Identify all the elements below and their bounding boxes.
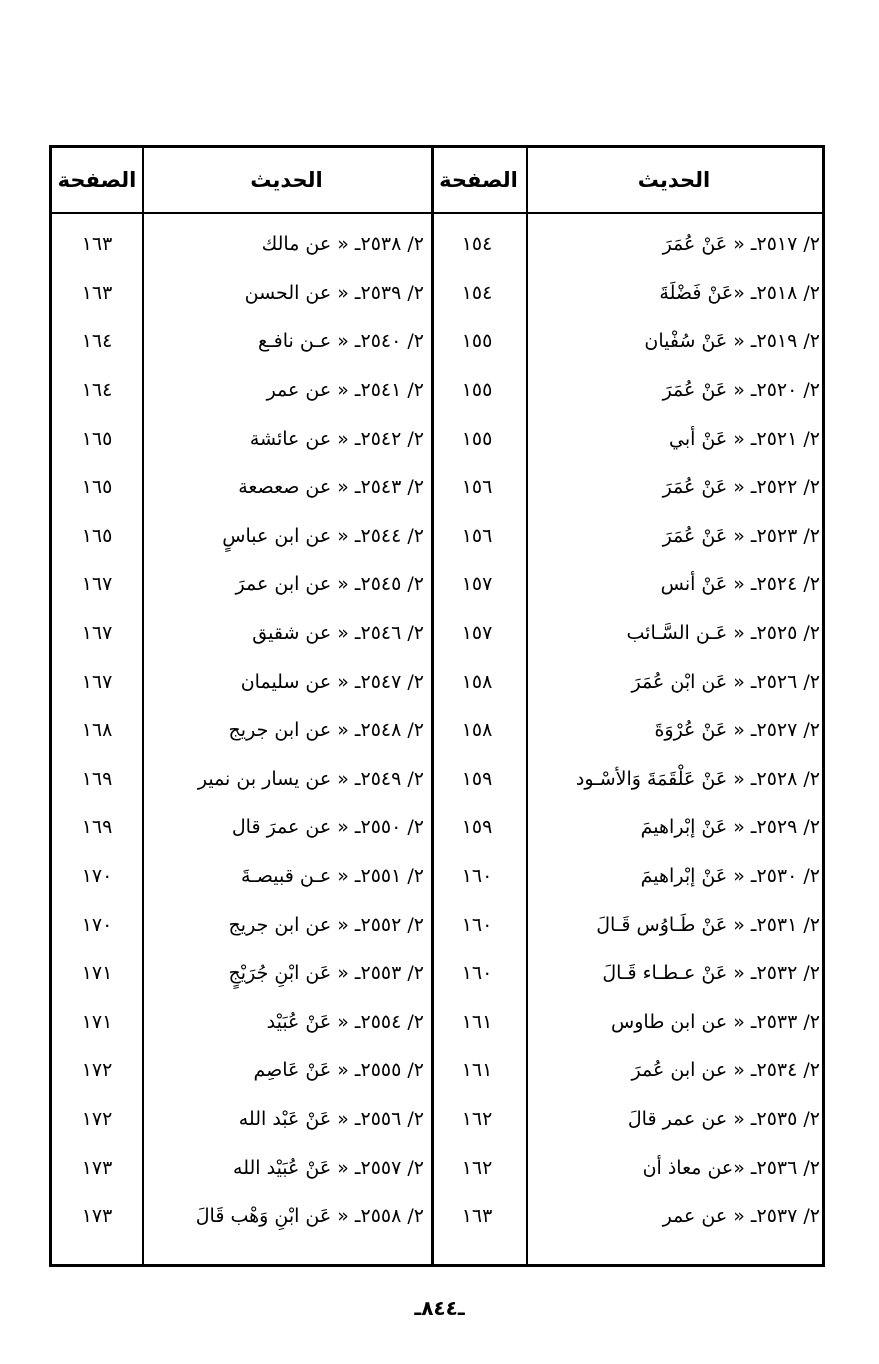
hadith-entry-left: ٢/ ٢٥٥٧ـ « عَنْ عُبَيْد الله — [233, 1156, 424, 1179]
hadith-entry-left: ٢/ ٢٥٤٨ـ « عن ابن جريج — [228, 719, 424, 742]
table-row — [52, 269, 822, 318]
page-ref-left: ١٧٠ — [81, 865, 113, 888]
hadith-entry-right: ٢/ ٢٥٢١ـ « عَنْ أبي — [668, 427, 820, 450]
table-row — [52, 512, 822, 561]
page-ref-left: ١٦٩ — [81, 816, 113, 839]
table-row — [52, 998, 822, 1047]
table-row — [52, 609, 822, 658]
header-page-right: الصفحة — [439, 168, 518, 192]
page-ref-left: ١٦٣ — [81, 281, 113, 304]
header-divider — [52, 212, 822, 214]
hadith-entry-right: ٢/ ٢٥٢٣ـ « عَنْ عُمَرَ — [662, 524, 820, 547]
hadith-entry-right: ٢/ ٢٥٣٥ـ « عن عمر قالَ — [627, 1107, 820, 1130]
page-ref-left: ١٧٠ — [81, 913, 113, 936]
hadith-entry-left: ٢/ ٢٥٤٢ـ « عن عائشة — [249, 427, 424, 450]
page-ref-left: ١٧٣ — [81, 1156, 113, 1179]
page-ref-right: ١٦٠ — [461, 962, 493, 985]
hadith-entry-right: ٢/ ٢٥٣٠ـ « عَنْ إبْراهيمَ — [640, 865, 820, 888]
page-ref-right: ١٥٥ — [461, 379, 493, 402]
page-ref-right: ١٥٥ — [461, 330, 493, 353]
index-table — [49, 145, 825, 1267]
table-row — [52, 414, 822, 463]
hadith-entry-left: ٢/ ٢٥٥١ـ « عـن قبيصـةَ — [241, 865, 424, 888]
table-row — [52, 220, 822, 269]
table-row — [52, 1046, 822, 1095]
page-ref-left: ١٦٧ — [81, 573, 113, 596]
header-page-left: الصفحة — [57, 168, 137, 192]
page-ref-right: ١٥٩ — [461, 767, 493, 790]
page-ref-left: ١٦٩ — [81, 767, 113, 790]
hadith-entry-right: ٢/ ٢٥٢٦ـ « عَن ابْن عُمَرَ — [631, 670, 820, 693]
header-hadith-left: الحديث — [250, 168, 323, 192]
hadith-entry-left: ٢/ ٢٥٥٠ـ « عن عمرَ قال — [231, 816, 424, 839]
hadith-entry-left: ٢/ ٢٥٤٠ـ « عـن نافـع — [257, 330, 424, 353]
page-ref-left: ١٦٥ — [81, 427, 113, 450]
hadith-entry-left: ٢/ ٢٥٤٣ـ « عن صعصعة — [238, 476, 424, 499]
table-body — [52, 220, 822, 1240]
page-ref-left: ١٦٨ — [81, 719, 113, 742]
page-ref-left: ١٧٢ — [81, 1107, 113, 1130]
page-ref-right: ١٥٨ — [461, 670, 493, 693]
hadith-entry-left: ٢/ ٢٥٤٩ـ « عن يسار بن نمير — [197, 767, 424, 790]
page-ref-left: ١٦٤ — [81, 379, 113, 402]
hadith-entry-right: ٢/ ٢٥٢٧ـ « عَنْ عُرْوَةَ — [654, 719, 820, 742]
hadith-entry-right: ٢/ ٢٥٣١ـ « عَنْ طَـاوُس قَـالَ — [596, 913, 820, 936]
page-ref-right: ١٥٦ — [461, 476, 493, 499]
hadith-entry-right: ٢/ ٢٥٢٠ـ « عَنْ عُمَرَ — [662, 379, 820, 402]
hadith-entry-left: ٢/ ٢٥٥٢ـ « عن ابن جريج — [228, 913, 424, 936]
table-row — [52, 1095, 822, 1144]
hadith-entry-left: ٢/ ٢٥٣٩ـ « عن الحسن — [244, 281, 424, 304]
page-ref-right: ١٥٥ — [461, 427, 493, 450]
table-row — [52, 1143, 822, 1192]
page-ref-left: ١٦٣ — [81, 233, 113, 256]
page-ref-right: ١٦٠ — [461, 865, 493, 888]
hadith-entry-left: ٢/ ٢٥٤٥ـ « عن ابن عمرَ — [235, 573, 424, 596]
table-row — [52, 803, 822, 852]
page-ref-right: ١٥٦ — [461, 524, 493, 547]
table-row — [52, 900, 822, 949]
page-ref-right: ١٦١ — [461, 1059, 493, 1082]
table-row — [52, 949, 822, 998]
hadith-entry-left: ٢/ ٢٥٣٨ـ « عن مالك — [261, 233, 424, 256]
page-ref-right: ١٥٧ — [461, 622, 493, 645]
hadith-entry-left: ٢/ ٢٥٥٣ـ « عَن ابْنِ جُرَيْجٍ — [228, 962, 424, 985]
table-row — [52, 1192, 822, 1241]
hadith-entry-right: ٢/ ٢٥٣٧ـ « عن عمر — [662, 1205, 820, 1228]
hadith-entry-right: ٢/ ٢٥٢٩ـ « عَنْ إبْراهيمَ — [640, 816, 820, 839]
page-ref-left: ١٦٧ — [81, 670, 113, 693]
hadith-entry-left: ٢/ ٢٥٥٦ـ « عَنْ عَبْد الله — [238, 1107, 424, 1130]
page-ref-right: ١٥٨ — [461, 719, 493, 742]
hadith-entry-left: ٢/ ٢٥٥٨ـ « عَن ابْنِ وَهْب قَالَ — [195, 1205, 424, 1228]
hadith-entry-left: ٢/ ٢٥٤٧ـ « عن سليمان — [240, 670, 424, 693]
hadith-entry-right: ٢/ ٢٥٢٢ـ « عَنْ عُمَرَ — [662, 476, 820, 499]
table-row — [52, 317, 822, 366]
table-row — [52, 852, 822, 901]
page-number: ـ٨٤٤ـ — [414, 1296, 465, 1320]
table-row — [52, 463, 822, 512]
page-ref-right: ١٥٤ — [461, 233, 493, 256]
hadith-entry-left: ٢/ ٢٥٥٥ـ « عَنْ عَاصِم — [253, 1059, 424, 1082]
page-ref-right: ١٦٢ — [461, 1156, 493, 1179]
page-ref-left: ١٧١ — [81, 962, 113, 985]
table-row — [52, 657, 822, 706]
page-ref-right: ١٦٢ — [461, 1107, 493, 1130]
hadith-entry-right: ٢/ ٢٥١٧ـ « عَنْ عُمَرَ — [662, 233, 820, 256]
hadith-entry-right: ٢/ ٢٥٣٢ـ « عَنْ عـطـاء قَـالَ — [602, 962, 820, 985]
page-ref-right: ١٥٧ — [461, 573, 493, 596]
page-ref-left: ١٦٥ — [81, 476, 113, 499]
hadith-entry-left: ٢/ ٢٥٤١ـ « عن عمر — [266, 379, 424, 402]
hadith-entry-right: ٢/ ٢٥٢٥ـ « عَـن السَّـائب — [626, 622, 820, 645]
table-row — [52, 560, 822, 609]
page-ref-left: ١٧٣ — [81, 1205, 113, 1228]
hadith-entry-right: ٢/ ٢٥٢٤ـ « عَنْ أنس — [660, 573, 820, 596]
page-ref-right: ١٦٣ — [461, 1205, 493, 1228]
hadith-entry-right: ٢/ ٢٥١٨ـ «عَنْ فَضْلَةَ — [659, 281, 820, 304]
header-hadith-right: الحديث — [637, 168, 711, 192]
page-ref-right: ١٥٩ — [461, 816, 493, 839]
hadith-entry-left: ٢/ ٢٥٥٤ـ « عَنْ عُبَيْد — [266, 1010, 424, 1033]
hadith-entry-right: ٢/ ٢٥٣٦ـ «عن معاذ أن — [642, 1156, 820, 1179]
table-row — [52, 755, 822, 804]
page-ref-right: ١٥٤ — [461, 281, 493, 304]
page-ref-left: ١٦٥ — [81, 524, 113, 547]
hadith-entry-left: ٢/ ٢٥٤٦ـ « عن شقيق — [252, 622, 424, 645]
page-ref-left: ١٧١ — [81, 1010, 113, 1033]
hadith-entry-right: ٢/ ٢٥٣٤ـ « عن ابن عُمرَ — [631, 1059, 820, 1082]
hadith-entry-right: ٢/ ٢٥٣٣ـ « عن ابن طاوس — [611, 1010, 820, 1033]
hadith-entry-left: ٢/ ٢٥٤٤ـ « عن ابن عباسٍ — [222, 524, 424, 547]
hadith-entry-right: ٢/ ٢٥٢٨ـ « عَنْ عَلْقَمَةَ وَالأسْـود — [575, 767, 820, 790]
page-ref-right: ١٦٠ — [461, 913, 493, 936]
page-ref-right: ١٦١ — [461, 1010, 493, 1033]
page-ref-left: ١٦٤ — [81, 330, 113, 353]
page-ref-left: ١٧٢ — [81, 1059, 113, 1082]
hadith-entry-right: ٢/ ٢٥١٩ـ « عَنْ سُفْيان — [644, 330, 820, 353]
table-row — [52, 366, 822, 415]
table-row — [52, 706, 822, 755]
page-ref-left: ١٦٧ — [81, 622, 113, 645]
